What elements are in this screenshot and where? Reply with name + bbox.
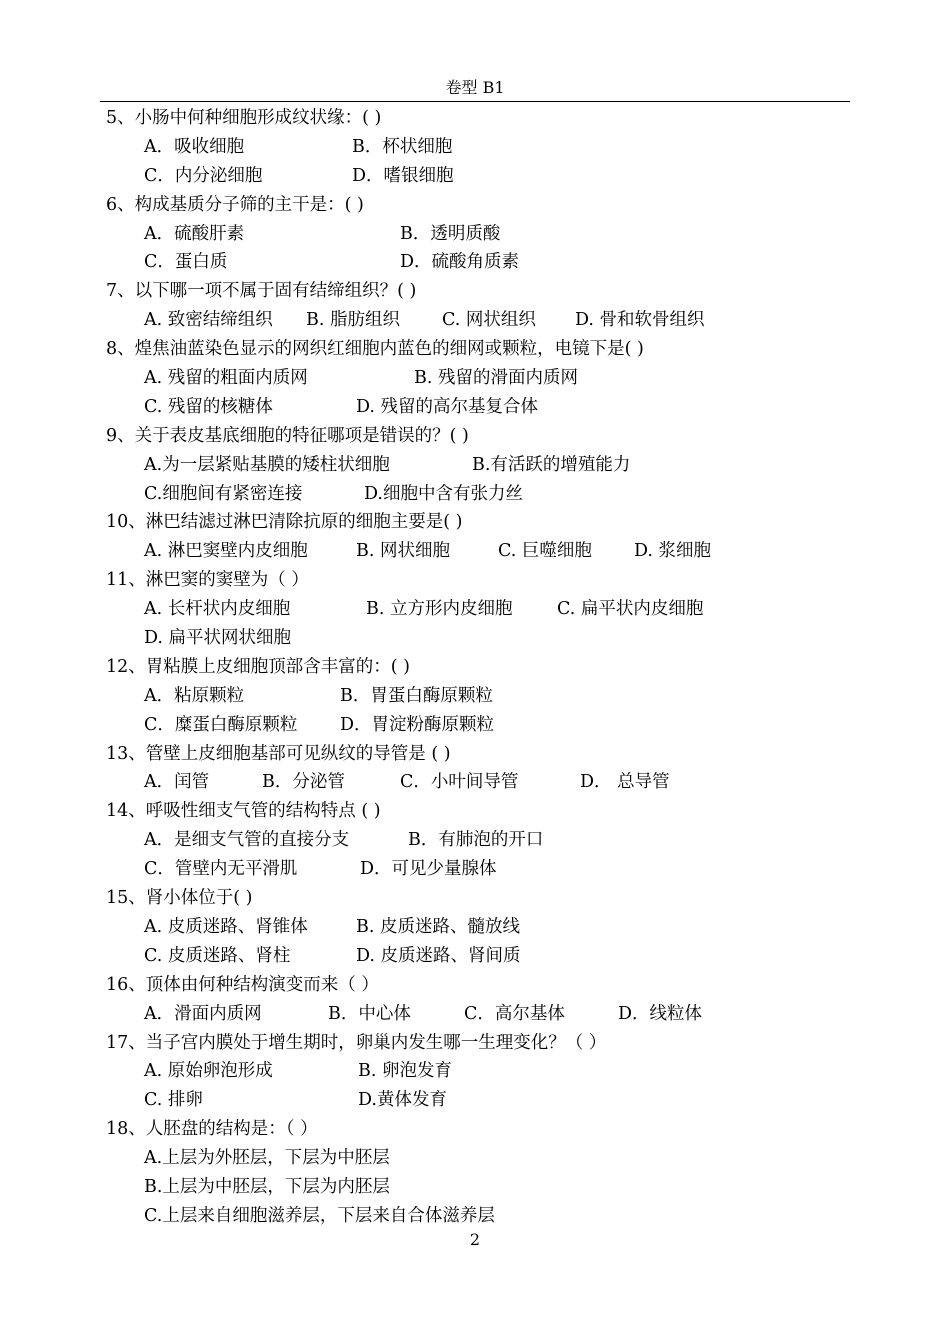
question-stem: 8、煌焦油蓝染色显示的网织红细胞内蓝色的细网或颗粒，电镜下是( ) <box>106 339 644 360</box>
answer-option: A. 原始卵泡形成 <box>144 1061 273 1082</box>
option-row <box>106 1000 850 1029</box>
option-row <box>106 451 850 480</box>
answer-option: C．内分泌细胞 <box>144 165 263 186</box>
option-row <box>106 480 850 509</box>
question-stem: 14、呼吸性细支气管的结构特点 ( ) <box>106 801 381 822</box>
answer-option: B. 网状细胞 <box>356 541 450 562</box>
answer-option: C. 皮质迷路、肾柱 <box>144 945 291 966</box>
option-row <box>106 162 850 191</box>
question-12 <box>106 653 850 740</box>
answer-option: B. 卵泡发育 <box>358 1061 452 1082</box>
question-stem: 6、构成基质分子筛的主干是：( ) <box>106 194 364 215</box>
question-stem: 7、以下哪一项不属于固有结缔组织？( ) <box>106 281 417 302</box>
question-5 <box>106 104 850 191</box>
question-13 <box>106 740 850 798</box>
option-row <box>106 768 850 797</box>
answer-option: D．线粒体 <box>618 1003 703 1024</box>
answer-option: A. 长杆状内皮细胞 <box>144 599 291 620</box>
answer-option: B．杯状细胞 <box>352 136 453 157</box>
question-10 <box>106 508 850 566</box>
answer-option: A．粘原颗粒 <box>144 685 245 706</box>
answer-option: C. 排卵 <box>144 1090 203 1111</box>
question-stem: 15、肾小体位于( ) <box>106 888 253 909</box>
question-11 <box>106 566 850 653</box>
page-number: 2 <box>469 1230 481 1249</box>
question-14 <box>106 797 850 884</box>
answer-option: D.黄体发育 <box>358 1090 447 1111</box>
answer-option: B．中心体 <box>328 1003 411 1024</box>
answer-option: B. 立方形内皮细胞 <box>366 599 513 620</box>
answer-option: C.上层来自细胞滋养层，下层来自合体滋养层 <box>144 1205 495 1226</box>
option-row <box>106 1173 850 1202</box>
answer-option: D. 皮质迷路、肾间质 <box>356 945 521 966</box>
exam-version-header: 卷型 B1 <box>445 78 505 97</box>
question-stem: 18、人胚盘的结构是：（ ） <box>106 1119 318 1140</box>
answer-option: B. 残留的滑面内质网 <box>414 368 578 389</box>
answer-option: B．分泌管 <box>262 772 345 793</box>
option-row <box>106 711 850 740</box>
question-stem: 11、淋巴窦的窦壁为（ ） <box>106 570 309 591</box>
question-stem: 16、顶体由何种结构演变而来（ ） <box>106 974 379 995</box>
option-row <box>106 393 850 422</box>
question-15 <box>106 884 850 971</box>
answer-option: C．蛋白质 <box>144 252 228 273</box>
question-stem: 17、当子宫内膜处于增生期时，卵巢内发生哪一生理变化？（ ） <box>106 1032 607 1053</box>
header-divider <box>100 101 850 102</box>
option-row <box>106 248 850 277</box>
answer-option: A. 淋巴窦壁内皮细胞 <box>144 541 308 562</box>
option-row <box>106 855 850 884</box>
answer-option: D. 残留的高尔基复合体 <box>356 396 539 417</box>
question-16 <box>106 971 850 1029</box>
option-row <box>106 220 850 249</box>
answer-option: A. 皮质迷路、肾锥体 <box>144 916 308 937</box>
answer-option: C．小叶间导管 <box>400 772 519 793</box>
question-stem: 5、小肠中何种细胞形成纹状缘：( ) <box>106 108 382 128</box>
answer-option: D．嗜银细胞 <box>352 165 454 186</box>
question-stem: 10、淋巴结滤过淋巴清除抗原的细胞主要是( ) <box>106 512 463 533</box>
answer-option: A. 致密结缔组织 <box>144 310 273 331</box>
answer-option: A．是细支气管的直接分支 <box>144 830 350 851</box>
option-row <box>106 1144 850 1173</box>
answer-option: D. 浆细胞 <box>634 541 712 562</box>
option-row <box>106 1202 850 1231</box>
option-row <box>106 826 850 855</box>
answer-option: C.细胞间有紧密连接 <box>144 483 303 504</box>
question-stem: 9、关于表皮基底细胞的特征哪项是错误的？( ) <box>106 425 469 446</box>
option-row <box>106 624 850 653</box>
answer-option: B．透明质酸 <box>400 223 501 244</box>
answer-option: D. 扁平状网状细胞 <box>144 628 292 649</box>
answer-option: D．可见少量腺体 <box>360 859 497 880</box>
answer-option: B．胃蛋白酶原颗粒 <box>340 685 493 706</box>
answer-option: A. 残留的粗面内质网 <box>144 368 308 389</box>
answer-option: B.上层为中胚层，下层为内胚层 <box>144 1176 390 1197</box>
question-7 <box>106 277 850 335</box>
answer-option: C．管壁内无平滑肌 <box>144 859 298 880</box>
option-row <box>106 537 850 566</box>
question-6 <box>106 191 850 278</box>
answer-option: D．硫酸角质素 <box>400 252 520 273</box>
option-row <box>106 942 850 971</box>
question-stem: 13、管壁上皮细胞基部可见纵纹的导管是 ( ) <box>106 743 451 764</box>
answer-option: A．硫酸肝素 <box>144 223 245 244</box>
question-stem: 12、胃粘膜上皮细胞顶部含丰富的：( ) <box>106 656 410 677</box>
question-18 <box>106 1115 850 1231</box>
answer-option: C. 扁平状内皮细胞 <box>557 599 704 620</box>
question-list <box>106 104 850 1231</box>
answer-option: B. 皮质迷路、髓放线 <box>356 916 520 937</box>
option-row <box>106 913 850 942</box>
question-8 <box>106 335 850 422</box>
answer-option: A．闰管 <box>144 772 210 793</box>
answer-option: C. 网状组织 <box>442 310 536 331</box>
answer-option: D.细胞中含有张力丝 <box>364 483 523 504</box>
answer-option: A．吸收细胞 <box>144 136 245 157</box>
answer-option: D. 骨和软骨组织 <box>575 310 705 331</box>
answer-option: C. 巨噬细胞 <box>498 541 592 562</box>
answer-option: A．滑面内质网 <box>144 1003 262 1024</box>
answer-option: B．有肺泡的开口 <box>408 830 544 851</box>
option-row <box>106 595 850 624</box>
answer-option: A.上层为外胚层，下层为中胚层 <box>144 1148 390 1169</box>
option-row <box>106 133 850 162</box>
answer-option: A.为一层紧贴基膜的矮柱状细胞 <box>144 454 390 475</box>
option-row <box>106 1086 850 1115</box>
answer-option: D．胃淀粉酶原颗粒 <box>340 714 495 735</box>
answer-option: C．糜蛋白酶原颗粒 <box>144 714 298 735</box>
option-row <box>106 682 850 711</box>
answer-option: C．高尔基体 <box>464 1003 565 1024</box>
option-row <box>106 1057 850 1086</box>
answer-option: C. 残留的核糖体 <box>144 396 273 417</box>
question-17 <box>106 1029 850 1116</box>
answer-option: B.有活跃的增殖能力 <box>472 454 631 475</box>
answer-option: D． 总导管 <box>580 772 670 793</box>
option-row <box>106 306 850 335</box>
option-row <box>106 364 850 393</box>
question-9 <box>106 422 850 509</box>
answer-option: B. 脂肪组织 <box>306 310 400 331</box>
